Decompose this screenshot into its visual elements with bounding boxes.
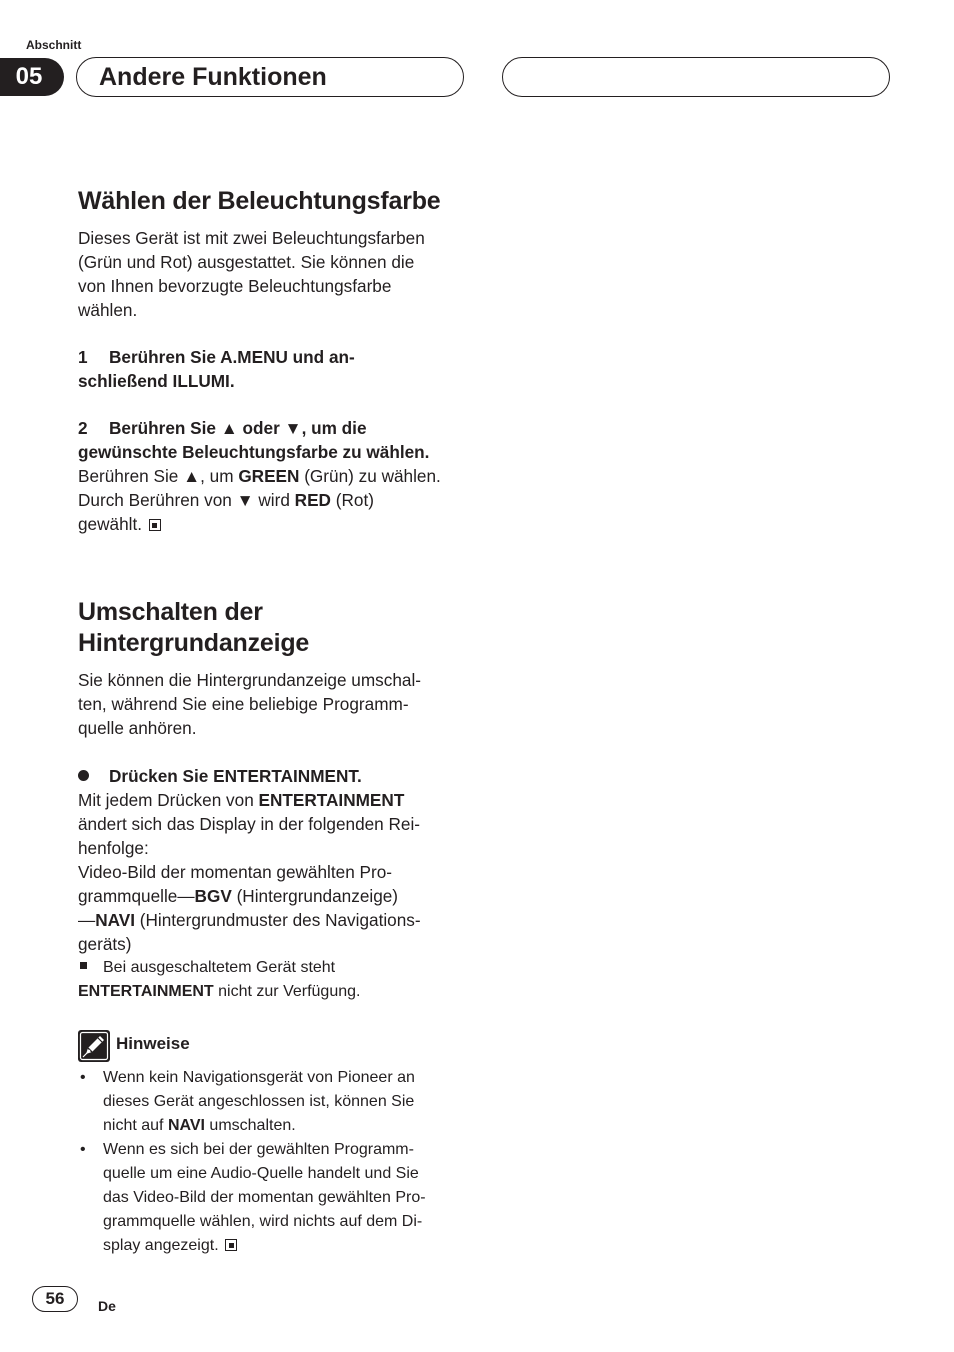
step-text: Drücken Sie ENTERTAINMENT. (109, 766, 362, 786)
bullet-icon: • (80, 1069, 86, 1086)
section-title (76, 57, 464, 97)
note-line: grammquelle wählen, wird nichts auf dem Di- (103, 1213, 423, 1230)
red-label: RED (294, 490, 331, 510)
green-label: GREEN (238, 466, 300, 486)
note-line: splay angezeigt. (103, 1237, 219, 1254)
intro-line: wählen. (78, 300, 138, 320)
note-line: umschalten. (204, 1117, 296, 1134)
end-mark-icon (225, 1239, 237, 1251)
empty-header-box (502, 57, 890, 97)
heading-line: Hintergrundanzeige (78, 629, 310, 657)
section2-intro (78, 668, 468, 740)
intro-line: ten, während Sie eine beliebige Programm- (78, 694, 409, 714)
note-text: nicht zur Verfügung. (213, 983, 361, 1000)
language-code: De (98, 1298, 116, 1314)
intro-line: Dieses Gerät ist mit zwei Beleuchtungsfarben (78, 228, 425, 248)
body-text: grammquelle— (78, 886, 195, 906)
intro-line: von Ihnen bevorzugte Beleuchtungsfarbe (78, 276, 392, 296)
body-text: Durch Berühren von ▼ wird (78, 490, 295, 510)
step-2 (78, 416, 468, 464)
step-number: 2 (78, 418, 88, 438)
end-mark-icon (149, 519, 161, 531)
intro-line: quelle anhören. (78, 718, 197, 738)
note-line: quelle um eine Audio-Quelle handelt und Sie (103, 1165, 419, 1182)
intro-line: Sie können die Hintergrundanzeige umschal- (78, 670, 422, 690)
bgv-label: BGV (194, 886, 232, 906)
navi-label: NAVI (95, 910, 135, 930)
step-2-body (78, 464, 468, 536)
notes-list (78, 1066, 468, 1258)
body-text: (Rot) (330, 490, 374, 510)
intro-line: (Grün und Rot) ausgestattet. Sie können die (78, 252, 415, 272)
section2-body (78, 788, 468, 956)
step-1 (78, 345, 468, 393)
note-line: das Video-Bild der momentan gewählten Pro- (103, 1189, 426, 1206)
square-note (78, 956, 468, 1004)
entertainment-label: ENTERTAINMENT (258, 790, 405, 810)
step-text: schließend ILLUMI. (78, 371, 235, 391)
section2-heading (78, 597, 468, 659)
square-bullet-icon (80, 962, 87, 969)
note-line: nicht auf (103, 1117, 168, 1134)
step-text: Berühren Sie A.MENU und an- (109, 347, 355, 367)
body-text: (Grün) zu wählen. (299, 466, 441, 486)
page-number: 56 (32, 1286, 78, 1312)
body-text: (Hintergrundanzeige) (231, 886, 399, 906)
step-text: Berühren Sie ▲ oder ▼, um die (109, 418, 367, 438)
section-number: 05 (0, 58, 64, 96)
body-text: Mit jedem Drücken von (78, 790, 259, 810)
note-line: Wenn es sich bei der gewählten Programm- (103, 1141, 414, 1158)
body-text: henfolge: (78, 838, 149, 858)
step-number: 1 (78, 347, 88, 367)
section1-intro (78, 226, 468, 322)
section-label: Abschnitt (26, 38, 82, 52)
note-line: dieses Gerät angeschlossen ist, können Sie (103, 1093, 415, 1110)
section-title-text: Andere Funktionen (99, 62, 327, 91)
list-item (78, 1066, 468, 1138)
section2 (78, 597, 468, 1004)
navi-label: NAVI (167, 1117, 205, 1134)
bullet-icon: • (80, 1141, 86, 1158)
bullet-dot-icon (78, 770, 89, 781)
body-text: (Hintergrundmuster des Navigations- (134, 910, 421, 930)
body-text: gewählt. (78, 514, 143, 534)
section1-heading: Wählen der Beleuchtungsfarbe (78, 187, 441, 215)
list-item (78, 1138, 468, 1258)
heading-line: Umschalten der (78, 598, 263, 626)
note-pencil-icon (78, 1030, 110, 1062)
bullet-step (78, 764, 468, 788)
section1 (78, 186, 468, 536)
body-text: ändert sich das Display in der folgenden Rei- (78, 814, 421, 834)
body-text: Video-Bild der momentan gewählten Pro- (78, 862, 393, 882)
body-text: geräts) (78, 934, 132, 954)
note-line: Wenn kein Navigationsgerät von Pioneer an (103, 1069, 415, 1086)
note-text: Bei ausgeschaltetem Gerät steht (103, 959, 336, 976)
body-text: Berühren Sie ▲, um (78, 466, 239, 486)
entertainment-label: ENTERTAINMENT (78, 983, 214, 1000)
notes-title: Hinweise (116, 1034, 190, 1053)
step-text: gewünschte Beleuchtungsfarbe zu wählen. (78, 442, 430, 462)
body-text: — (78, 910, 96, 930)
